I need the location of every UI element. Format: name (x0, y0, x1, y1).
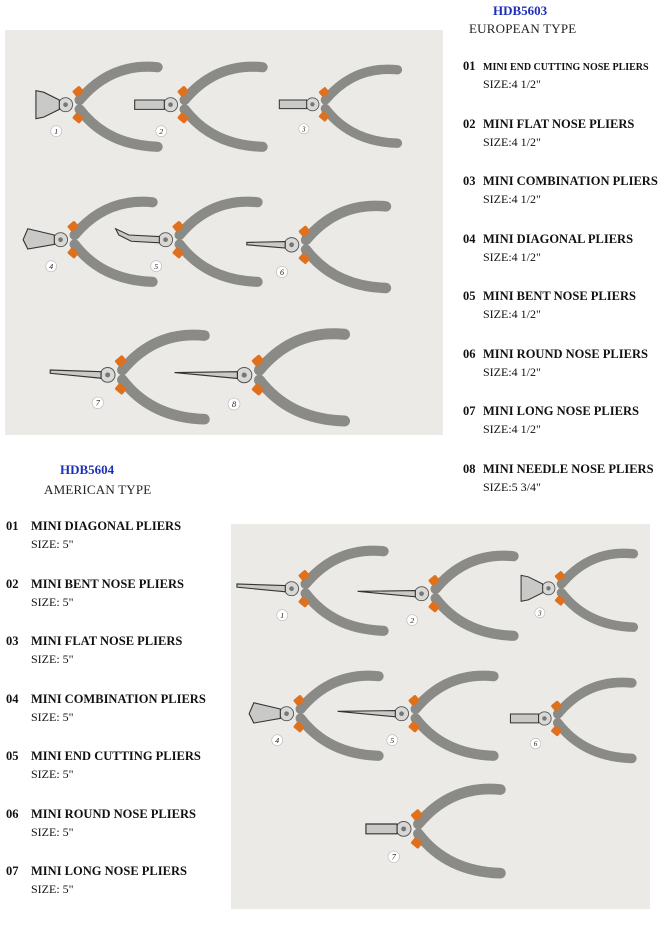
spec-item-number: 05 (6, 749, 19, 763)
upper-handle (436, 556, 514, 589)
spec-item (463, 174, 658, 207)
spec-item-title (463, 289, 636, 304)
spec-item-size: SIZE: 5" (31, 882, 74, 896)
pliers-nose (358, 591, 416, 597)
pliers-nose (510, 714, 538, 723)
spec-item-title (463, 117, 634, 132)
spec-item-size: SIZE: 5" (31, 594, 74, 609)
pliers-nose (237, 584, 285, 592)
pliers-nose (175, 372, 238, 379)
pivot-rivet (58, 237, 63, 242)
spec-item-name: MINI FLAT NOSE PLIERS (31, 634, 183, 648)
pliers-figure (521, 553, 633, 627)
figure-number: 1 (280, 610, 285, 620)
spec-item (6, 864, 187, 897)
spec-item-size: SIZE:4 1/2" (483, 249, 541, 264)
spec-item-title (463, 174, 658, 189)
spec-item-number: 02 (463, 116, 476, 131)
spec-item-number: 07 (463, 404, 476, 418)
upper-handle (75, 202, 153, 235)
pivot-rivet (310, 102, 314, 106)
lower-handle (306, 593, 384, 630)
american-pliers-illustration (231, 524, 650, 909)
spec-item-title (463, 232, 633, 247)
figure-number: 6 (533, 739, 538, 749)
pliers-figure (279, 69, 397, 143)
pivot-rivet (242, 373, 247, 378)
figure-number: 2 (159, 126, 164, 136)
upper-handle (260, 334, 345, 370)
lower-handle (561, 593, 633, 628)
european-type-label: EUROPEAN TYPE (469, 21, 577, 36)
spec-item-name: MINI BENT NOSE PLIERS (31, 576, 184, 591)
spec-item-number: 03 (463, 174, 476, 188)
upper-handle (325, 69, 397, 100)
pliers-figure (135, 67, 263, 147)
pivot-rivet (168, 102, 173, 107)
spec-item-size: SIZE: 5" (31, 824, 74, 839)
figure-number: 3 (538, 609, 542, 618)
figure-number: 5 (154, 261, 159, 271)
lower-handle (418, 834, 500, 873)
spec-item-size: SIZE:4 1/2" (483, 364, 541, 379)
pliers-nose (23, 229, 54, 249)
pliers-figure (510, 682, 631, 758)
spec-item (6, 692, 206, 725)
lower-handle (75, 244, 153, 281)
american-pliers-photo (231, 524, 650, 909)
spec-item-name: MINI LONG NOSE PLIERS (31, 864, 187, 878)
spec-item (6, 577, 184, 610)
spec-item (6, 634, 182, 667)
figure-number: 4 (49, 261, 54, 271)
spec-item-number: 06 (6, 806, 19, 821)
lower-handle (122, 380, 204, 419)
pivot-rivet (546, 586, 550, 590)
spec-item-title (463, 347, 648, 362)
spec-item-size: SIZE:4 1/2" (483, 422, 541, 436)
spec-item-name: MINI END CUTTING NOSE PLIERS (483, 62, 649, 73)
pivot-rivet (289, 586, 294, 591)
figure-number: 4 (275, 735, 280, 745)
figure-number: 7 (95, 398, 100, 408)
spec-item-title (6, 577, 184, 592)
pivot-rivet (401, 826, 406, 831)
spec-item (6, 807, 196, 840)
spec-item-name: MINI NEEDLE NOSE PLIERS (483, 461, 654, 476)
spec-item-size: SIZE:4 1/2" (483, 134, 541, 149)
figure-number: 5 (390, 735, 395, 745)
pliers-figure (358, 556, 514, 636)
spec-item-size: SIZE: 5" (31, 652, 74, 666)
lower-handle (80, 109, 158, 146)
upper-handle (185, 67, 263, 100)
pliers-nose (366, 824, 397, 834)
spec-item-size: SIZE:5 3/4" (483, 479, 541, 494)
pivot-rivet (289, 242, 294, 247)
upper-handle (418, 789, 500, 824)
pliers-figure (247, 206, 386, 288)
spec-item-title (463, 59, 649, 74)
pliers-figure (338, 676, 494, 756)
pliers-figure (175, 334, 345, 421)
spec-item-size: SIZE:4 1/2" (483, 192, 541, 206)
pliers-figure (366, 789, 500, 873)
spec-item (463, 232, 633, 265)
pliers-nose (279, 100, 306, 109)
spec-item-title (6, 749, 201, 764)
pivot-rivet (63, 102, 68, 107)
pliers-figure (116, 202, 258, 282)
pivot-rivet (284, 711, 289, 716)
spec-item (463, 404, 639, 437)
lower-handle (180, 244, 258, 281)
lower-handle (306, 250, 386, 288)
spec-item-title (6, 634, 182, 649)
pliers-nose (116, 229, 160, 243)
pliers-nose (135, 100, 165, 109)
spec-item-number: 01 (6, 519, 19, 533)
figure-number: 6 (280, 267, 284, 277)
spec-item (463, 117, 634, 150)
spec-item-name: MINI BENT NOSE PLIERS (483, 289, 636, 303)
upper-handle (301, 676, 379, 709)
figure-number: 7 (391, 852, 396, 862)
lower-handle (301, 718, 379, 755)
pliers-figure (50, 335, 204, 419)
spec-item-name: MINI DIAGONAL PLIERS (483, 231, 634, 246)
spec-item-number: 07 (6, 864, 19, 878)
pliers-nose (36, 91, 59, 119)
upper-handle (306, 551, 384, 584)
spec-item-name: MINI COMBINATION PLIERS (31, 691, 206, 706)
upper-handle (122, 335, 204, 370)
spec-item-name: MINI FLAT NOSE PLIERS (483, 116, 635, 131)
spec-item (463, 289, 636, 322)
spec-item-name: MINI DIAGONAL PLIERS (31, 519, 182, 533)
figure-number: 1 (54, 126, 59, 136)
pivot-rivet (163, 237, 168, 242)
spec-item (463, 347, 648, 380)
pivot-rivet (542, 716, 546, 720)
spec-item-size: SIZE: 5" (31, 709, 74, 724)
lower-handle (436, 598, 514, 635)
spec-item-number: 01 (463, 59, 476, 73)
lower-handle (558, 723, 632, 759)
lower-handle (325, 109, 397, 144)
spec-item-size: SIZE: 5" (31, 537, 74, 551)
pliers-nose (247, 242, 285, 248)
spec-item-number: 04 (6, 691, 19, 706)
spec-item (463, 59, 649, 92)
spec-item-number: 08 (463, 461, 476, 476)
spec-item-size: SIZE: 5" (31, 767, 74, 781)
spec-item-name: MINI LONG NOSE PLIERS (483, 404, 639, 418)
spec-item-title (6, 864, 187, 879)
lower-handle (416, 718, 494, 755)
spec-item (463, 462, 654, 495)
upper-handle (416, 676, 494, 709)
upper-handle (561, 553, 633, 584)
spec-item-title (463, 404, 639, 419)
spec-item-size: SIZE:4 1/2" (483, 307, 541, 321)
spec-item-number: 05 (463, 289, 476, 303)
spec-item (6, 749, 201, 782)
spec-item-name: MINI END CUTTING PLIERS (31, 749, 201, 763)
pivot-rivet (105, 372, 110, 377)
american-product-code: HDB5604 (60, 462, 115, 477)
spec-item-number: 03 (6, 634, 19, 648)
european-pliers-photo (5, 30, 443, 435)
pliers-nose (249, 703, 280, 723)
spec-item-title (6, 519, 181, 534)
american-type-label: AMERICAN TYPE (44, 482, 152, 497)
spec-item-title (463, 462, 654, 477)
figure-number: 8 (231, 398, 237, 409)
lower-handle (260, 380, 345, 421)
pliers-figure (249, 676, 378, 756)
spec-item-name: MINI COMBINATION PLIERS (483, 174, 658, 188)
pliers-nose (338, 711, 396, 717)
upper-handle (180, 202, 258, 235)
figure-number: 2 (410, 615, 415, 625)
spec-item-name: MINI ROUND NOSE PLIERS (31, 806, 196, 821)
upper-handle (80, 67, 158, 100)
spec-item-number: 06 (463, 346, 476, 361)
pliers-nose (50, 370, 101, 378)
spec-item-number: 02 (6, 576, 19, 591)
pivot-rivet (399, 711, 404, 716)
spec-item-title (6, 807, 196, 822)
european-product-code: HDB5603 (493, 3, 548, 18)
figure-number: 3 (302, 125, 306, 134)
spec-item-name: MINI ROUND NOSE PLIERS (483, 346, 648, 361)
spec-item (6, 519, 181, 552)
pliers-nose (521, 575, 543, 601)
spec-item-number: 04 (463, 231, 476, 246)
upper-handle (306, 206, 386, 240)
spec-item-title (6, 692, 206, 707)
spec-item-size: SIZE:4 1/2" (483, 77, 541, 91)
pivot-rivet (419, 591, 424, 596)
upper-handle (558, 682, 632, 714)
lower-handle (185, 109, 263, 146)
european-pliers-illustration (5, 30, 443, 435)
